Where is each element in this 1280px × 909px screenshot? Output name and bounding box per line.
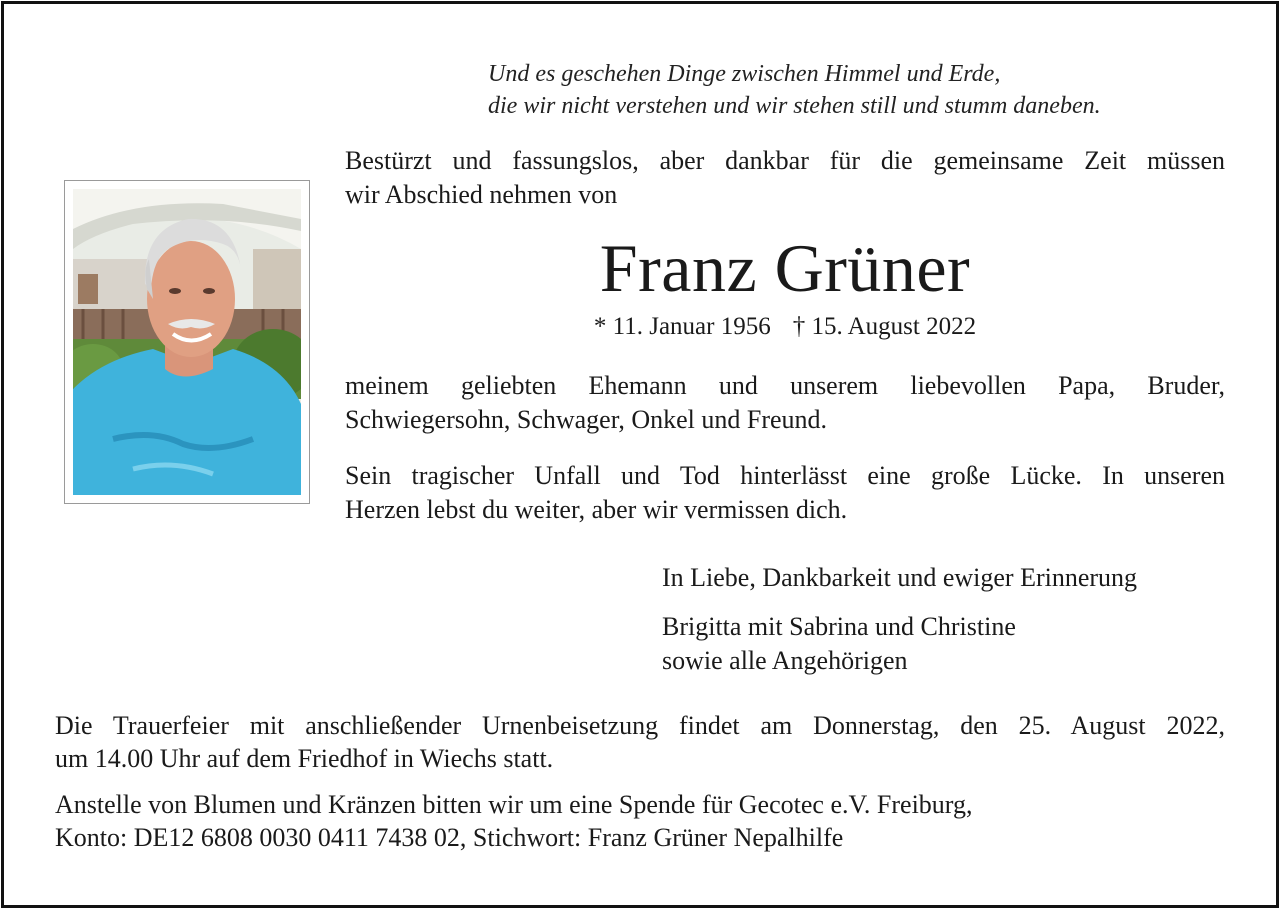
signature-names-line-1: Brigitta mit Sabrina und Christine	[662, 612, 1016, 641]
portrait-photo	[73, 189, 301, 495]
signature-names-line-2: sowie alle Angehörigen	[662, 646, 908, 675]
quote-line-2: die wir nicht verstehen und wir stehen still und stumm daneben.	[488, 93, 1101, 119]
ceremony-info	[55, 709, 1225, 775]
quote	[488, 58, 1248, 122]
relationship-text	[345, 369, 1225, 437]
donation-line-2: Konto: DE12 6808 0030 0411 7438 02, Stichwort: Franz Grüner Nepalhilfe	[55, 823, 844, 852]
portrait-illustration	[73, 189, 301, 495]
tribute-line-1: Sein tragischer Unfall und Tod hinterlässt eine große Lücke. In unseren	[345, 461, 1225, 490]
intro-text	[345, 144, 1225, 212]
life-dates	[345, 311, 1225, 343]
donation-info	[55, 788, 1225, 854]
tribute-text	[345, 459, 1225, 527]
birth-date: * 11. Januar 1956	[593, 313, 771, 340]
relationship-line-1: meinem geliebten Ehemann und unserem liebevollen Papa, Bruder,	[345, 371, 1225, 400]
relationship-line-2: Schwiegersohn, Schwager, Onkel und Freund.	[345, 405, 828, 434]
portrait-frame	[64, 180, 310, 504]
intro-line-2: wir Abschied nehmen von	[345, 180, 618, 209]
deceased-name: Franz Grüner	[599, 230, 971, 306]
donation-line-1: Anstelle von Blumen und Kränzen bitten wir um eine Spende für Gecotec e.V. Freiburg,	[55, 790, 973, 819]
signature-greeting: In Liebe, Dankbarkeit und ewiger Erinnerung	[662, 563, 1138, 592]
signature-names	[662, 610, 1242, 678]
ceremony-line-2: um 14.00 Uhr auf dem Friedhof in Wiechs statt.	[55, 744, 554, 773]
quote-line-1: Und es geschehen Dinge zwischen Himmel und Erde,	[488, 61, 1001, 87]
ceremony-line-1: Die Trauerfeier mit anschließender Urnenbeisetzung findet am Donnerstag, den 25. August 2022,	[55, 711, 1225, 740]
death-date: † 15. August 2022	[792, 313, 977, 340]
tribute-line-2: Herzen lebst du weiter, aber wir vermissen dich.	[345, 495, 848, 524]
intro-line-1: Bestürzt und fassungslos, aber dankbar für die gemeinsame Zeit müssen	[345, 146, 1225, 175]
